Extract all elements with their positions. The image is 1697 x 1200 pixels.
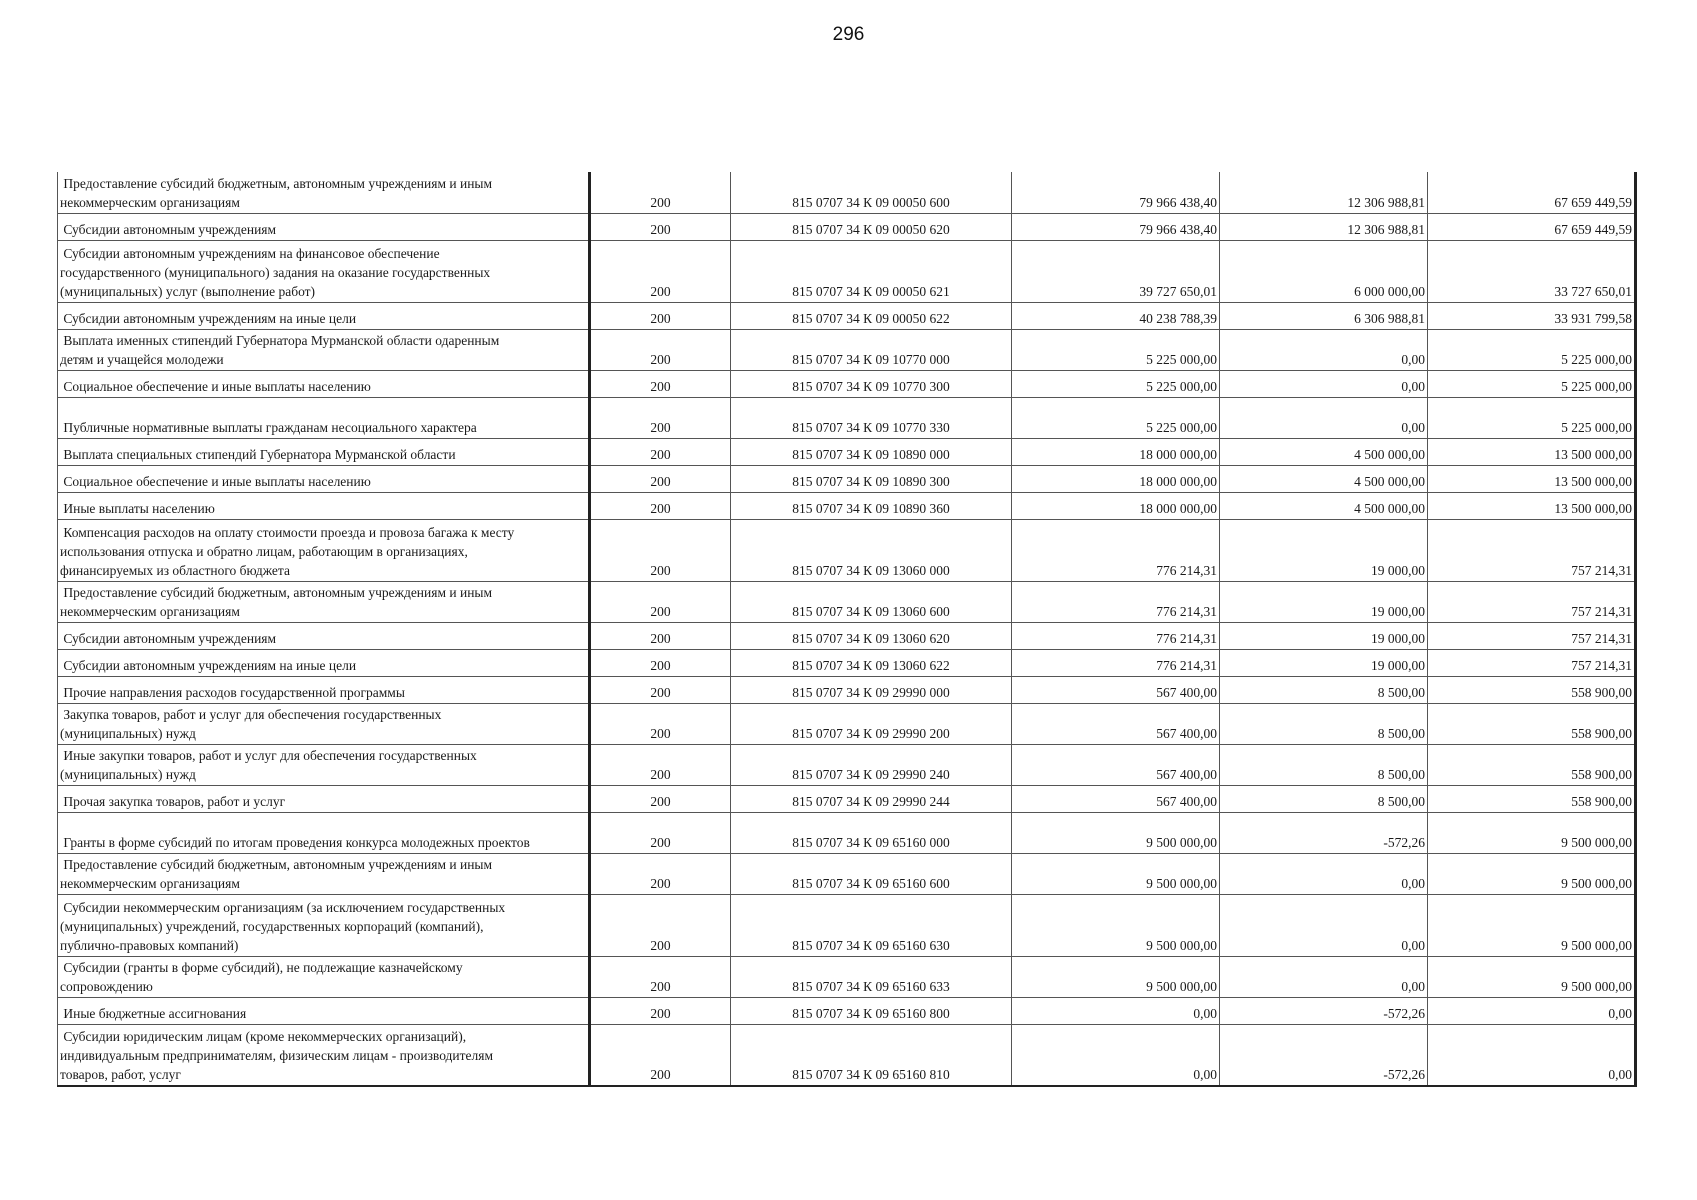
- row-approved-amount: 776 214,31: [1012, 649, 1220, 676]
- row-executed-amount: 4 500 000,00: [1220, 492, 1428, 519]
- row-name: Иные закупки товаров, работ и услуг для обеспечения государственных (муниципальных) нужд: [58, 744, 590, 785]
- row-budget-code: 815 0707 34 К 09 10770 000: [731, 329, 1012, 370]
- table-row: [58, 703, 1636, 744]
- row-approved-amount: 18 000 000,00: [1012, 438, 1220, 465]
- row-executed-amount: -572,26: [1220, 997, 1428, 1024]
- row-approved-amount: 5 225 000,00: [1012, 370, 1220, 397]
- table-row: [58, 302, 1636, 329]
- row-name: Прочая закупка товаров, работ и услуг: [58, 785, 590, 812]
- row-approved-amount: 776 214,31: [1012, 581, 1220, 622]
- row-remaining-amount: 67 659 449,59: [1428, 172, 1636, 213]
- row-name: Субсидии юридическим лицам (кроме некоммерческих организаций), индивидуальным предпринимателям, физическим лицам - производителям товаров, работ, услуг: [58, 1024, 590, 1086]
- row-approved-amount: 79 966 438,40: [1012, 172, 1220, 213]
- row-approved-amount: 776 214,31: [1012, 519, 1220, 581]
- row-remaining-amount: 757 214,31: [1428, 519, 1636, 581]
- row-name: Прочие направления расходов государственной программы: [58, 676, 590, 703]
- row-line-code: 200: [590, 853, 731, 894]
- budget-table: [57, 172, 1637, 1087]
- row-line-code: 200: [590, 812, 731, 853]
- row-remaining-amount: 0,00: [1428, 1024, 1636, 1086]
- row-executed-amount: 19 000,00: [1220, 519, 1428, 581]
- table-row: [58, 519, 1636, 581]
- row-budget-code: 815 0707 34 К 09 10890 000: [731, 438, 1012, 465]
- row-name: Социальное обеспечение и иные выплаты населению: [58, 370, 590, 397]
- row-budget-code: 815 0707 34 К 09 29990 000: [731, 676, 1012, 703]
- row-executed-amount: 8 500,00: [1220, 703, 1428, 744]
- row-line-code: 200: [590, 997, 731, 1024]
- row-executed-amount: 8 500,00: [1220, 676, 1428, 703]
- row-budget-code: 815 0707 34 К 09 65160 800: [731, 997, 1012, 1024]
- row-executed-amount: 6 306 988,81: [1220, 302, 1428, 329]
- table-row: [58, 812, 1636, 853]
- table-row: [58, 894, 1636, 956]
- row-budget-code: 815 0707 34 К 09 00050 621: [731, 240, 1012, 302]
- row-line-code: 200: [590, 240, 731, 302]
- row-line-code: 200: [590, 302, 731, 329]
- row-executed-amount: 0,00: [1220, 894, 1428, 956]
- table-row: [58, 853, 1636, 894]
- row-executed-amount: 8 500,00: [1220, 744, 1428, 785]
- budget-table-body: [58, 172, 1636, 1086]
- row-budget-code: 815 0707 34 К 09 13060 000: [731, 519, 1012, 581]
- row-approved-amount: 567 400,00: [1012, 676, 1220, 703]
- row-remaining-amount: 558 900,00: [1428, 676, 1636, 703]
- row-line-code: 200: [590, 213, 731, 240]
- table-row: [58, 581, 1636, 622]
- row-name: Субсидии автономным учреждениям: [58, 622, 590, 649]
- row-executed-amount: 0,00: [1220, 329, 1428, 370]
- row-executed-amount: 8 500,00: [1220, 785, 1428, 812]
- row-executed-amount: 0,00: [1220, 370, 1428, 397]
- row-remaining-amount: 757 214,31: [1428, 622, 1636, 649]
- row-approved-amount: 5 225 000,00: [1012, 397, 1220, 438]
- row-executed-amount: 19 000,00: [1220, 622, 1428, 649]
- row-budget-code: 815 0707 34 К 09 29990 244: [731, 785, 1012, 812]
- row-remaining-amount: 5 225 000,00: [1428, 370, 1636, 397]
- row-executed-amount: 6 000 000,00: [1220, 240, 1428, 302]
- row-budget-code: 815 0707 34 К 09 13060 620: [731, 622, 1012, 649]
- row-name: Иные выплаты населению: [58, 492, 590, 519]
- row-name: Компенсация расходов на оплату стоимости проезда и провоза багажа к месту использования отпуска и обратно лицам, работающим в организациях, финансируемых из областного бюджета: [58, 519, 590, 581]
- row-line-code: 200: [590, 785, 731, 812]
- table-row: [58, 172, 1636, 213]
- row-approved-amount: 40 238 788,39: [1012, 302, 1220, 329]
- table-row: [58, 956, 1636, 997]
- row-executed-amount: 19 000,00: [1220, 649, 1428, 676]
- row-line-code: 200: [590, 676, 731, 703]
- table-row: [58, 997, 1636, 1024]
- row-name: Субсидии автономным учреждениям на иные цели: [58, 302, 590, 329]
- row-executed-amount: 4 500 000,00: [1220, 465, 1428, 492]
- row-line-code: 200: [590, 465, 731, 492]
- row-line-code: 200: [590, 622, 731, 649]
- row-approved-amount: 0,00: [1012, 997, 1220, 1024]
- table-row: [58, 649, 1636, 676]
- row-name: Социальное обеспечение и иные выплаты населению: [58, 465, 590, 492]
- table-row: [58, 492, 1636, 519]
- row-remaining-amount: 757 214,31: [1428, 649, 1636, 676]
- row-budget-code: 815 0707 34 К 09 10890 360: [731, 492, 1012, 519]
- row-budget-code: 815 0707 34 К 09 00050 600: [731, 172, 1012, 213]
- table-row: [58, 397, 1636, 438]
- row-remaining-amount: 0,00: [1428, 997, 1636, 1024]
- row-executed-amount: 4 500 000,00: [1220, 438, 1428, 465]
- row-line-code: 200: [590, 581, 731, 622]
- row-approved-amount: 0,00: [1012, 1024, 1220, 1086]
- row-executed-amount: -572,26: [1220, 1024, 1428, 1086]
- row-budget-code: 815 0707 34 К 09 29990 200: [731, 703, 1012, 744]
- row-name: Закупка товаров, работ и услуг для обеспечения государственных (муниципальных) нужд: [58, 703, 590, 744]
- row-remaining-amount: 558 900,00: [1428, 785, 1636, 812]
- row-line-code: 200: [590, 329, 731, 370]
- row-remaining-amount: 33 931 799,58: [1428, 302, 1636, 329]
- row-line-code: 200: [590, 649, 731, 676]
- row-approved-amount: 79 966 438,40: [1012, 213, 1220, 240]
- row-remaining-amount: 13 500 000,00: [1428, 492, 1636, 519]
- row-remaining-amount: 33 727 650,01: [1428, 240, 1636, 302]
- row-approved-amount: 567 400,00: [1012, 703, 1220, 744]
- row-line-code: 200: [590, 519, 731, 581]
- row-remaining-amount: 558 900,00: [1428, 703, 1636, 744]
- row-line-code: 200: [590, 438, 731, 465]
- table-row: [58, 240, 1636, 302]
- row-executed-amount: 0,00: [1220, 853, 1428, 894]
- row-budget-code: 815 0707 34 К 09 13060 622: [731, 649, 1012, 676]
- row-approved-amount: 567 400,00: [1012, 744, 1220, 785]
- row-name: Выплата специальных стипендий Губернатора Мурманской области: [58, 438, 590, 465]
- row-remaining-amount: 9 500 000,00: [1428, 853, 1636, 894]
- table-row: [58, 622, 1636, 649]
- row-executed-amount: 19 000,00: [1220, 581, 1428, 622]
- row-name: Субсидии автономным учреждениям: [58, 213, 590, 240]
- table-row: [58, 329, 1636, 370]
- row-approved-amount: 5 225 000,00: [1012, 329, 1220, 370]
- row-approved-amount: 18 000 000,00: [1012, 492, 1220, 519]
- row-line-code: 200: [590, 1024, 731, 1086]
- row-line-code: 200: [590, 744, 731, 785]
- row-name: Субсидии автономным учреждениям на иные цели: [58, 649, 590, 676]
- row-name: Предоставление субсидий бюджетным, автономным учреждениям и иным некоммерческим организациям: [58, 853, 590, 894]
- row-name: Предоставление субсидий бюджетным, автономным учреждениям и иным некоммерческим организациям: [58, 581, 590, 622]
- table-row: [58, 785, 1636, 812]
- row-line-code: 200: [590, 894, 731, 956]
- row-executed-amount: 0,00: [1220, 397, 1428, 438]
- row-budget-code: 815 0707 34 К 09 65160 630: [731, 894, 1012, 956]
- table-row: [58, 676, 1636, 703]
- row-remaining-amount: 5 225 000,00: [1428, 329, 1636, 370]
- row-line-code: 200: [590, 172, 731, 213]
- row-remaining-amount: 5 225 000,00: [1428, 397, 1636, 438]
- row-name: Субсидии некоммерческим организациям (за исключением государственных (муниципальных) учреждений, государственных корпораций (компаний), публично-правовых компаний): [58, 894, 590, 956]
- row-approved-amount: 567 400,00: [1012, 785, 1220, 812]
- row-name: Субсидии (гранты в форме субсидий), не подлежащие казначейскому сопровождению: [58, 956, 590, 997]
- row-name: Иные бюджетные ассигнования: [58, 997, 590, 1024]
- row-approved-amount: 9 500 000,00: [1012, 894, 1220, 956]
- row-approved-amount: 39 727 650,01: [1012, 240, 1220, 302]
- row-approved-amount: 776 214,31: [1012, 622, 1220, 649]
- row-name: Гранты в форме субсидий по итогам проведения конкурса молодежных проектов: [58, 812, 590, 853]
- table-row: [58, 465, 1636, 492]
- row-line-code: 200: [590, 956, 731, 997]
- row-line-code: 200: [590, 492, 731, 519]
- row-budget-code: 815 0707 34 К 09 29990 240: [731, 744, 1012, 785]
- row-name: Публичные нормативные выплаты гражданам несоциального характера: [58, 397, 590, 438]
- row-budget-code: 815 0707 34 К 09 10770 300: [731, 370, 1012, 397]
- row-remaining-amount: 13 500 000,00: [1428, 438, 1636, 465]
- row-remaining-amount: 9 500 000,00: [1428, 956, 1636, 997]
- row-budget-code: 815 0707 34 К 09 65160 810: [731, 1024, 1012, 1086]
- row-executed-amount: 0,00: [1220, 956, 1428, 997]
- row-line-code: 200: [590, 370, 731, 397]
- row-remaining-amount: 67 659 449,59: [1428, 213, 1636, 240]
- row-executed-amount: 12 306 988,81: [1220, 172, 1428, 213]
- row-budget-code: 815 0707 34 К 09 00050 622: [731, 302, 1012, 329]
- row-line-code: 200: [590, 703, 731, 744]
- row-name: Предоставление субсидий бюджетным, автономным учреждениям и иным некоммерческим организациям: [58, 172, 590, 213]
- row-budget-code: 815 0707 34 К 09 00050 620: [731, 213, 1012, 240]
- row-executed-amount: 12 306 988,81: [1220, 213, 1428, 240]
- row-approved-amount: 18 000 000,00: [1012, 465, 1220, 492]
- row-budget-code: 815 0707 34 К 09 13060 600: [731, 581, 1012, 622]
- table-row: [58, 744, 1636, 785]
- row-budget-code: 815 0707 34 К 09 65160 000: [731, 812, 1012, 853]
- table-row: [58, 1024, 1636, 1086]
- table-row: [58, 370, 1636, 397]
- table-row: [58, 438, 1636, 465]
- row-name: Субсидии автономным учреждениям на финансовое обеспечение государственного (муниципального) задания на оказание государственных (муниципальных) услуг (выполнение работ): [58, 240, 590, 302]
- row-remaining-amount: 757 214,31: [1428, 581, 1636, 622]
- row-budget-code: 815 0707 34 К 09 10770 330: [731, 397, 1012, 438]
- row-approved-amount: 9 500 000,00: [1012, 956, 1220, 997]
- row-line-code: 200: [590, 397, 731, 438]
- row-budget-code: 815 0707 34 К 09 10890 300: [731, 465, 1012, 492]
- row-executed-amount: -572,26: [1220, 812, 1428, 853]
- row-budget-code: 815 0707 34 К 09 65160 633: [731, 956, 1012, 997]
- row-name: Выплата именных стипендий Губернатора Мурманской области одаренным детям и учащейся молодежи: [58, 329, 590, 370]
- row-remaining-amount: 13 500 000,00: [1428, 465, 1636, 492]
- row-remaining-amount: 558 900,00: [1428, 744, 1636, 785]
- row-approved-amount: 9 500 000,00: [1012, 853, 1220, 894]
- row-remaining-amount: 9 500 000,00: [1428, 812, 1636, 853]
- page-number: 296: [832, 24, 865, 45]
- table-row: [58, 213, 1636, 240]
- row-budget-code: 815 0707 34 К 09 65160 600: [731, 853, 1012, 894]
- row-remaining-amount: 9 500 000,00: [1428, 894, 1636, 956]
- row-approved-amount: 9 500 000,00: [1012, 812, 1220, 853]
